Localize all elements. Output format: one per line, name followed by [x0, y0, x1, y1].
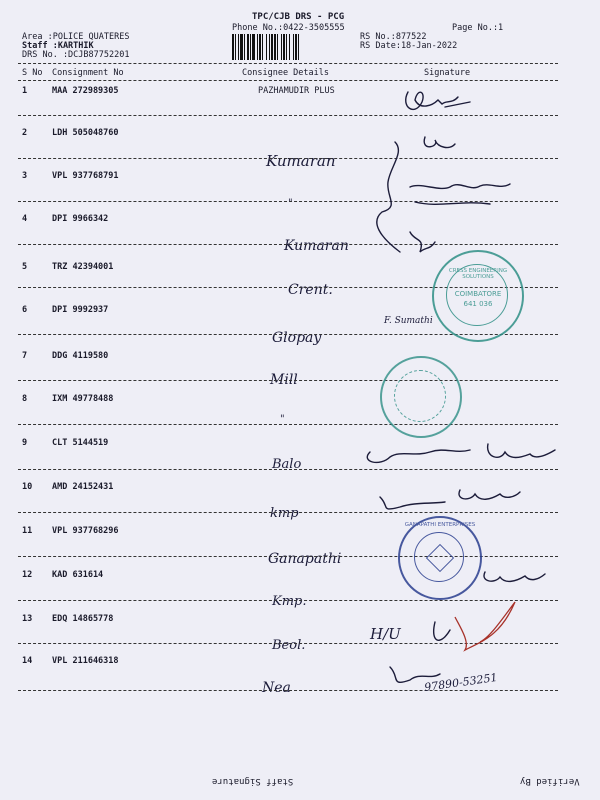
barcode-bar — [271, 34, 273, 60]
row-sno: 7 — [22, 351, 28, 361]
barcode-bar — [252, 34, 255, 60]
company-stamp — [432, 250, 524, 342]
barcode-bar — [289, 34, 290, 60]
barcode-bar — [281, 34, 282, 60]
row-sno: 1 — [22, 86, 28, 96]
row-handwritten-name: Balo — [272, 457, 302, 472]
barcode-bar — [257, 34, 258, 60]
stamp-company-name: CRESS ENGINEERING SOLUTIONS — [448, 268, 508, 280]
signature-sumathi: F. Sumathi — [384, 316, 433, 326]
stamp-pin: 641 036 — [463, 300, 493, 308]
row-sno: 12 — [22, 570, 33, 580]
row-sno: 2 — [22, 128, 28, 138]
barcode-bar — [266, 34, 267, 60]
row-consignment: DPI 9966342 — [52, 214, 109, 224]
enterprise-stamp — [398, 516, 482, 600]
col-consignment: Consignment No — [52, 68, 124, 78]
barcode-bar — [240, 34, 243, 60]
verified-by-label: Verified By — [520, 776, 580, 786]
round-seal-stamp — [380, 356, 462, 438]
staff-label: Staff :KARTHIK — [22, 41, 94, 51]
row-handwritten-name: Beol. — [272, 638, 306, 653]
column-header-rule — [18, 80, 558, 81]
barcode-bar — [293, 34, 294, 60]
rs-number: RS No.:877522 — [360, 32, 427, 42]
row-handwritten-name: " — [288, 198, 293, 209]
row-handwritten-name: Glopay — [272, 330, 322, 346]
row-sno: 10 — [22, 482, 33, 492]
row-sno: 6 — [22, 305, 28, 315]
rs-date: RS Date:18-Jan-2022 — [360, 41, 458, 51]
area-label: Area :POLICE QUATERES — [22, 32, 130, 42]
signature-hu: H/U — [370, 625, 401, 643]
row-handwritten-name: Ganapathi — [268, 551, 342, 567]
barcode-bar — [274, 34, 276, 60]
drs-number: DRS No. :DCJB87752201 — [22, 50, 130, 60]
page-number: Page No.:1 — [452, 23, 504, 33]
row-consignment: VPL 937768791 — [52, 171, 119, 181]
row-consignment: LDH 505048760 — [52, 128, 119, 138]
barcode-bar — [250, 34, 251, 60]
barcode-bar — [283, 34, 285, 60]
row-handwritten-name: Kmp. — [272, 594, 307, 609]
row-consignment: CLT 5144519 — [52, 438, 109, 448]
barcode — [230, 34, 354, 60]
row-consignment: KAD 631614 — [52, 570, 104, 580]
col-consignee: Consignee Details — [242, 68, 329, 78]
row-sno: 4 — [22, 214, 28, 224]
col-sno: S No — [22, 68, 43, 78]
row-consignment: AMD 24152431 — [52, 482, 114, 492]
row-consignment: VPL 937768296 — [52, 526, 119, 536]
header-rule — [18, 63, 558, 64]
row-consignment: TRZ 42394001 — [52, 262, 114, 272]
row-consignment: MAA 272989305 — [52, 86, 119, 96]
signature-phone: 97890-53251 — [423, 670, 499, 695]
row-sno: 11 — [22, 526, 33, 536]
row-consignee: PAZHAMUDIR PLUS — [258, 86, 335, 96]
barcode-bar — [295, 34, 297, 60]
staff-signature-label: Staff Signature — [212, 776, 294, 786]
row-consignment: IXM 49778488 — [52, 394, 114, 404]
stamp-enterprise-name: GANAPATHI ENTERPRISES — [404, 522, 476, 528]
row-consignment: VPL 211646318 — [52, 656, 119, 666]
barcode-bar — [269, 34, 270, 60]
document-title: TPC/CJB DRS - PCG — [252, 12, 345, 22]
row-handwritten-name: Kumaran — [284, 238, 349, 254]
barcode-bar — [262, 34, 263, 60]
row-handwritten-name: kmp — [270, 506, 299, 521]
row-sno: 13 — [22, 614, 33, 624]
row-sno: 14 — [22, 656, 33, 666]
row-sno: 8 — [22, 394, 28, 404]
row-handwritten-name: Mill — [270, 372, 298, 388]
stamp-city: COIMBATORE — [454, 290, 502, 298]
barcode-bar — [286, 34, 287, 60]
row-consignment: DPI 9992937 — [52, 305, 109, 315]
row-handwritten-name: Crent. — [288, 282, 333, 298]
barcode-bar — [298, 34, 299, 60]
barcode-bar — [247, 34, 249, 60]
barcode-bar — [238, 34, 239, 60]
barcode-bar — [277, 34, 278, 60]
barcode-bar — [244, 34, 245, 60]
row-handwritten-name: Kumaran — [266, 152, 336, 170]
barcode-bar — [232, 34, 234, 60]
phone-number: Phone No.:0422-3505555 — [232, 23, 345, 33]
row-sno: 3 — [22, 171, 28, 181]
row-sno: 9 — [22, 438, 28, 448]
row-sno: 5 — [22, 262, 28, 272]
barcode-bar — [259, 34, 261, 60]
col-signature: Signature — [424, 68, 471, 78]
row-handwritten-name: Nea — [262, 680, 291, 696]
barcode-bar — [235, 34, 236, 60]
row-consignment: EDQ 14865778 — [52, 614, 114, 624]
row-consignment: DDG 4119580 — [52, 351, 109, 361]
row-handwritten-name: " — [280, 414, 285, 425]
